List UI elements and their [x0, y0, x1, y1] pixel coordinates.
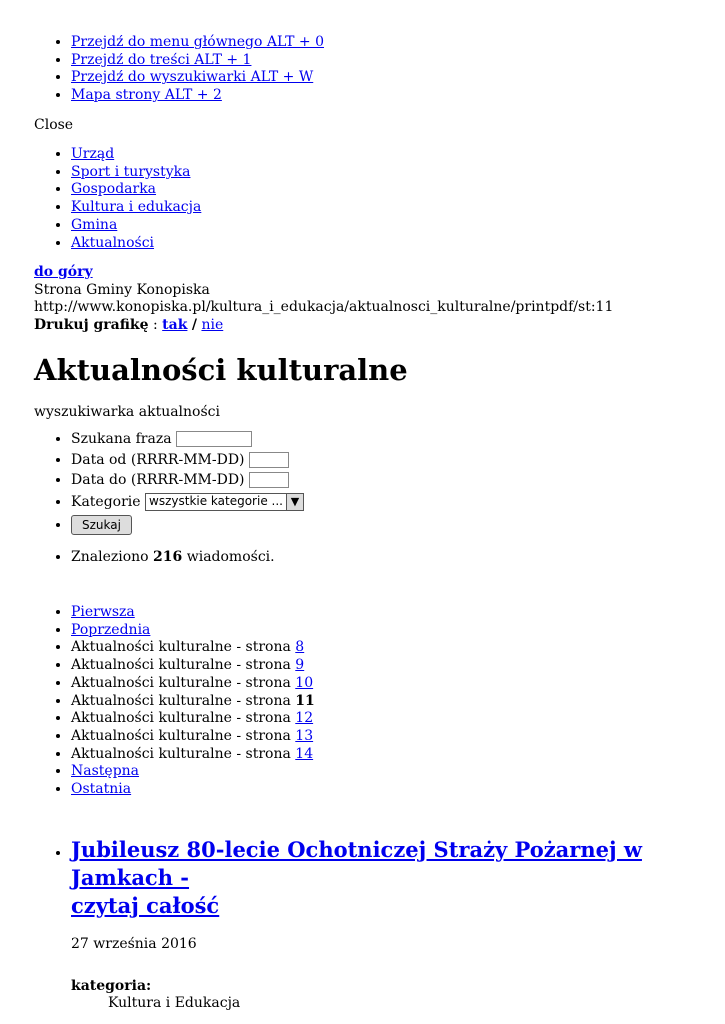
- search-title: wyszukiwarka aktualności: [34, 404, 220, 420]
- list-item: [71, 52, 725, 70]
- menu-item-sport[interactable]: Sport i turystyka: [71, 163, 191, 180]
- sitemap-link[interactable]: Mapa strony ALT + 2: [71, 87, 222, 104]
- back-to-top-link[interactable]: do góry: [34, 264, 93, 280]
- news-item: [71, 836, 725, 1013]
- list-item: [71, 181, 725, 199]
- results-count: 216: [153, 549, 183, 565]
- pager-last-link[interactable]: Ostatnia: [71, 781, 132, 798]
- pager-page-link[interactable]: 9: [295, 657, 305, 674]
- list-item: [71, 515, 725, 536]
- pager-prefix: Aktualności kulturalne - strona: [71, 657, 291, 674]
- category-meta-label: kategoria:: [71, 977, 152, 994]
- date-to-input[interactable]: [249, 472, 289, 488]
- skip-to-content-link[interactable]: Przejdź do treści ALT + 1: [71, 51, 252, 68]
- skip-to-search-link[interactable]: Przejdź do wyszukiwarki ALT + W: [71, 69, 314, 86]
- pager-prefix: Aktualności kulturalne - strona: [71, 710, 291, 727]
- article-title-line2: czytaj całość: [71, 893, 220, 918]
- article-title-link[interactable]: [71, 837, 642, 918]
- menu-item-urzad[interactable]: Urząd: [71, 146, 115, 162]
- pager-prefix: Aktualności kulturalne - strona: [71, 727, 291, 744]
- article-date: 27 września 2016: [71, 936, 197, 952]
- list-item: [71, 493, 725, 514]
- close-label: Close: [34, 117, 74, 133]
- list-item: [71, 217, 725, 235]
- menu-item-gmina[interactable]: Gmina: [71, 216, 118, 233]
- page-title: Aktualności kulturalne: [34, 353, 408, 387]
- main-menu: [0, 146, 725, 252]
- menu-item-kultura[interactable]: Kultura i edukacja: [71, 199, 202, 216]
- pager-page-link[interactable]: 12: [295, 710, 314, 727]
- category-select[interactable]: [145, 493, 304, 511]
- dropdown-arrow-icon[interactable]: ▼: [286, 494, 303, 510]
- list-item: [71, 69, 725, 87]
- list-item: [71, 622, 725, 640]
- pager-next-link[interactable]: Następna: [71, 763, 140, 780]
- pager-page-link[interactable]: 14: [295, 745, 314, 762]
- date-to-label: Data do (RRRR-MM-DD): [71, 472, 245, 488]
- article-title: [71, 836, 725, 920]
- print-header: [34, 264, 725, 335]
- list-item: [71, 146, 725, 164]
- skip-links: [0, 34, 725, 105]
- pager-first-link[interactable]: Pierwsza: [71, 604, 135, 620]
- print-graphics-row: [34, 317, 725, 335]
- list-item: [71, 431, 725, 452]
- skip-to-menu-link[interactable]: Przejdź do menu głównego ALT + 0: [71, 34, 324, 50]
- category-label: Kategorie: [71, 493, 141, 510]
- list-item: [71, 763, 725, 781]
- list-item: [71, 781, 725, 799]
- pager-prefix: Aktualności kulturalne - strona: [71, 639, 291, 656]
- article-meta: [71, 978, 725, 1013]
- pager-prev-link[interactable]: Poprzednia: [71, 621, 151, 638]
- search-button[interactable]: Szukaj: [71, 515, 132, 535]
- list-item: [71, 604, 725, 622]
- page-url: http://www.konopiska.pl/kultura_i_edukacja/aktualnosci_kulturalne/printpdf/st:11: [34, 299, 614, 316]
- results-prefix: Znaleziono: [71, 549, 149, 565]
- phrase-label: Szukana fraza: [71, 431, 172, 447]
- date-from-input[interactable]: [249, 452, 289, 468]
- list-item: [71, 235, 725, 253]
- list-item: [71, 746, 725, 764]
- list-item: [71, 549, 725, 567]
- list-item: [71, 710, 725, 728]
- print-no-link[interactable]: nie: [201, 317, 224, 334]
- list-item: [71, 87, 725, 105]
- results-summary: [0, 549, 725, 567]
- date-from-label: Data od (RRRR-MM-DD): [71, 451, 245, 468]
- category-value: wszystkie kategorie ...: [149, 493, 283, 508]
- site-name: Strona Gminy Konopiska: [34, 281, 210, 298]
- print-yes-link[interactable]: tak: [162, 317, 188, 334]
- list-item: [71, 675, 725, 693]
- list-item: [71, 452, 725, 473]
- pager-prefix: Aktualności kulturalne - strona: [71, 674, 291, 691]
- search-form: [0, 431, 725, 536]
- list-item: [71, 728, 725, 746]
- pager-prefix: Aktualności kulturalne - strona: [71, 692, 291, 709]
- category-meta-value: Kultura i Edukacja: [108, 995, 241, 1012]
- slash: /: [191, 317, 197, 334]
- news-list: [0, 836, 725, 1013]
- menu-item-aktualnosci[interactable]: Aktualności: [71, 234, 155, 251]
- menu-item-gospodarka[interactable]: Gospodarka: [71, 181, 157, 198]
- list-item: [71, 693, 725, 711]
- list-item: [71, 657, 725, 675]
- pager-current-page: 11: [295, 692, 315, 709]
- list-item: [71, 199, 725, 217]
- results-suffix: wiadomości.: [186, 549, 275, 565]
- list-item: [71, 472, 725, 493]
- list-item: [71, 164, 725, 182]
- pager-page-link[interactable]: 13: [295, 727, 314, 744]
- list-item: [71, 34, 725, 52]
- list-item: [71, 639, 725, 657]
- pager-page-link[interactable]: 10: [295, 674, 314, 691]
- pagination: [0, 604, 725, 799]
- pager-page-link[interactable]: 8: [295, 639, 305, 656]
- phrase-input[interactable]: [176, 431, 252, 447]
- separator: :: [153, 317, 158, 334]
- print-graphics-label: Drukuj grafikę: [34, 317, 149, 334]
- pager-prefix: Aktualności kulturalne - strona: [71, 745, 291, 762]
- article-title-line1: Jubileusz 80-lecie Ochotniczej Straży Pożarnej w Jamkach -: [71, 837, 642, 890]
